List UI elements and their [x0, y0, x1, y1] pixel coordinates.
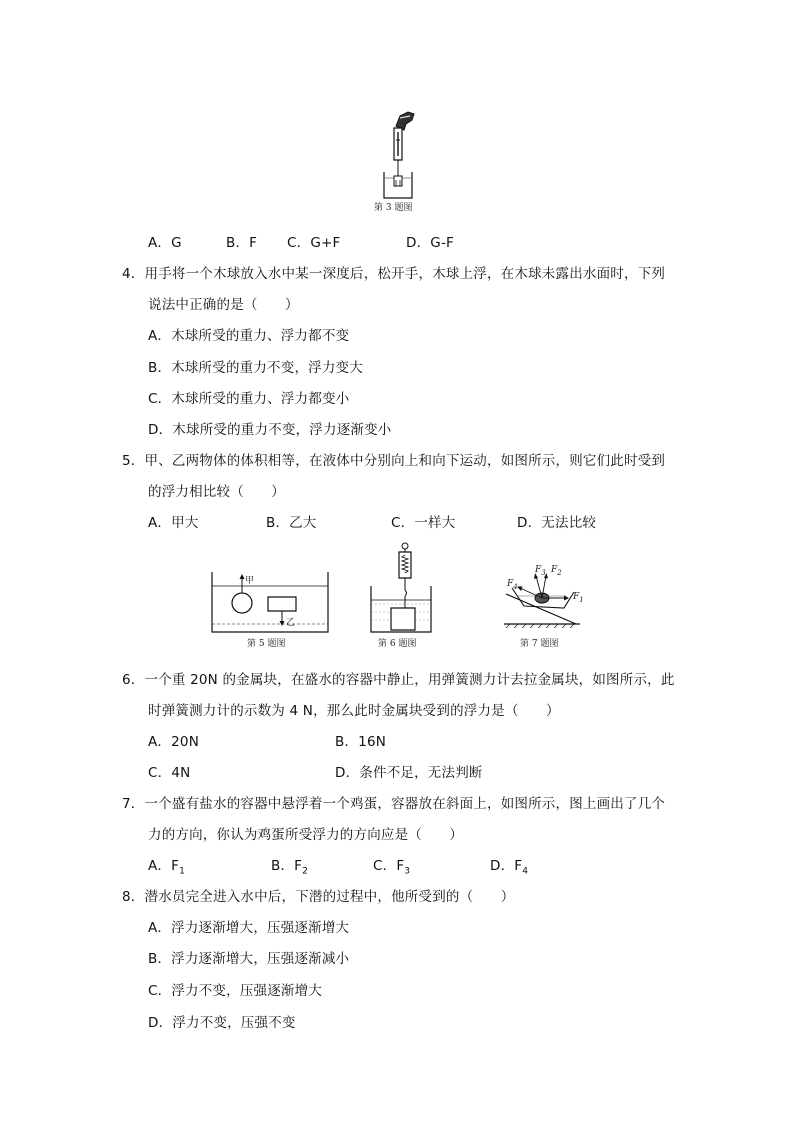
q7-stem-line1: 7．一个盛有盐水的容器中悬浮着一个鸡蛋，容器放在斜面上，如图所示，图上画出了几个: [122, 796, 666, 812]
q4-stem-line1: 4．用手将一个木球放入水中某一深度后，松开手，木球上浮，在木球未露出水面时，下列: [122, 266, 666, 282]
q8-option-b: B．浮力逐渐增大，压强逐渐减小: [148, 951, 350, 967]
object-yi: [268, 597, 296, 611]
f3-subscript: 3: [541, 568, 546, 577]
q6-option-d: D．条件不足，无法判断: [335, 765, 483, 781]
metal-block: [391, 608, 415, 630]
q5-option-c: C．一样大: [391, 515, 456, 531]
q5-stem-line1: 5．甲、乙两物体的体积相等，在液体中分别向上和向下运动，如图所示，则它们此时受到: [122, 453, 666, 469]
q7-stem-line2: 力的方向，你认为鸡蛋所受浮力的方向应是（ ）: [148, 827, 464, 843]
q6-stem-line1: 6．一个重 20N 的金属块，在盛水的容器中静止，用弹簧测力计去拉金属块，如图所示，此: [122, 672, 675, 688]
f4-letter: F: [507, 579, 514, 589]
q7-option-a-text: A．F: [148, 858, 180, 874]
figure-7-label-f1: [573, 592, 584, 604]
q7-option-d-text: D．F: [490, 858, 523, 874]
q8-stem-line1: 8．潜水员完全进入水中后，下潜的过程中，他所受到的（ ）: [122, 889, 515, 905]
q7-option-a-sub: 1: [179, 866, 186, 877]
q3-option-b: B．F: [226, 235, 258, 251]
q6-option-a: A．20N: [148, 734, 200, 750]
q4-option-c: C．木球所受的重力、浮力都变小: [148, 391, 350, 407]
q5-option-a: A．甲大: [148, 515, 199, 531]
q5-option-d: D．无法比较: [517, 515, 597, 531]
q3-option-d: D．G-F: [406, 235, 454, 251]
q6-stem-line2: 时弹簧测力计的示数为 4 N，那么此时金属块受到的浮力是（ ）: [148, 703, 560, 719]
figure-5-container-illustration: [210, 570, 330, 634]
q3-option-a: A．G: [148, 235, 182, 251]
q7-option-a: [148, 854, 185, 877]
q4-stem-line2: 说法中正确的是（ ）: [148, 297, 299, 313]
f1-letter: F: [573, 592, 580, 602]
q7-option-c: [373, 854, 410, 877]
figure-6-spring-scale-illustration: [368, 542, 434, 634]
figure-3-caption: 第 3 题图: [374, 203, 413, 213]
f4-subscript: 4: [513, 582, 518, 591]
q5-option-b: B．乙大: [266, 515, 317, 531]
q4-option-d: D．木球所受的重力不变，浮力逐渐变小: [148, 422, 392, 438]
q3-option-c: C．G+F: [287, 235, 341, 251]
metal-block: [394, 176, 402, 186]
figure-5-caption: 第 5 题图: [247, 639, 286, 649]
q8-option-c: C．浮力不变，压强逐渐增大: [148, 983, 323, 999]
figure-5-label-jia: 甲: [245, 576, 255, 586]
q7-option-d-sub: 4: [522, 866, 529, 877]
figure-5-label-yi: 乙: [286, 618, 296, 628]
q7-option-b-text: B．F: [271, 858, 303, 874]
q7-option-b-sub: 2: [302, 866, 309, 877]
q7-option-d: [490, 854, 528, 877]
q6-option-b: B．16N: [335, 734, 387, 750]
figure-7-caption: 第 7 题图: [520, 639, 559, 649]
q8-option-a: A．浮力逐渐增大，压强逐渐增大: [148, 920, 350, 936]
figure-7-label-f2: [551, 565, 562, 577]
f1-subscript: 1: [579, 595, 584, 604]
f2-letter: F: [551, 565, 558, 575]
q4-option-b: B．木球所受的重力不变，浮力变大: [148, 360, 363, 376]
figure-3-spring-scale-illustration: [370, 110, 440, 202]
f2-subscript: 2: [557, 568, 562, 577]
q7-option-c-sub: 3: [404, 866, 411, 877]
q7-option-c-text: C．F: [373, 858, 405, 874]
q5-stem-line2: 的浮力相比较（ ）: [148, 484, 285, 500]
q7-option-b: [271, 854, 308, 877]
q8-option-d: D．浮力不变，压强不变: [148, 1015, 296, 1031]
figure-6-caption: 第 6 题图: [378, 639, 417, 649]
f3-letter: F: [535, 565, 542, 575]
figure-7-label-f4: [507, 579, 518, 591]
figure-7-label-f3: [535, 565, 546, 577]
object-jia: [232, 593, 252, 613]
q4-option-a: A．木球所受的重力、浮力都不变: [148, 328, 350, 344]
q6-option-c: C．4N: [148, 765, 191, 781]
hand-shape: [396, 112, 414, 130]
